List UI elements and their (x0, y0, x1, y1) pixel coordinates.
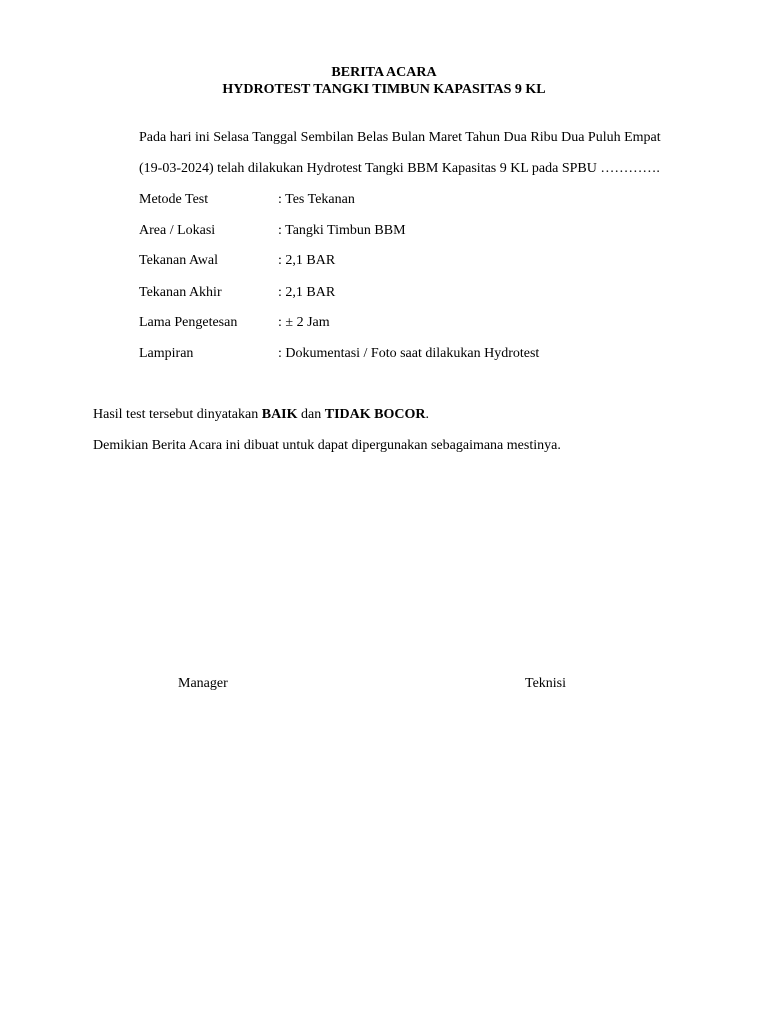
detail-value: : 2,1 BAR (278, 253, 336, 268)
signature-manager: Manager (178, 676, 228, 691)
intro-line-1: Pada hari ini Selasa Tanggal Sembilan Belas Bulan Maret Tahun Dua Ribu Dua Puluh Empat (139, 130, 661, 145)
result-statement (93, 407, 429, 423)
detail-value: : Tes Tekanan (278, 192, 355, 207)
result-middle: dan (297, 407, 325, 422)
detail-value: : 2,1 BAR (278, 285, 336, 300)
signature-teknisi: Teknisi (525, 676, 567, 691)
closing-statement: Demikian Berita Acara ini dibuat untuk dapat dipergunakan sebagaimana mestinya. (93, 438, 561, 453)
detail-label: Tekanan Awal (139, 253, 218, 268)
detail-value: : Tangki Timbun BBM (278, 223, 406, 238)
detail-label: Area / Lokasi (139, 223, 216, 238)
detail-value: : ± 2 Jam (278, 315, 330, 330)
document-title: BERITA ACARA (331, 65, 437, 80)
result-prefix: Hasil test tersebut dinyatakan (93, 407, 262, 422)
detail-label: Lama Pengetesan (139, 315, 238, 330)
detail-label: Lampiran (139, 346, 194, 361)
result-baik: BAIK (261, 407, 298, 422)
detail-value: : Dokumentasi / Foto saat dilakukan Hydrotest (278, 346, 540, 361)
intro-line-2: (19-03-2024) telah dilakukan Hydrotest Tangki BBM Kapasitas 9 KL pada SPBU …………. (139, 161, 660, 176)
document-subtitle: HYDROTEST TANGKI TIMBUN KAPASITAS 9 KL (222, 82, 546, 97)
result-suffix: . (425, 407, 429, 422)
detail-label: Metode Test (139, 192, 209, 207)
result-tidak-bocor: TIDAK BOCOR (324, 407, 426, 422)
detail-label: Tekanan Akhir (139, 285, 222, 300)
